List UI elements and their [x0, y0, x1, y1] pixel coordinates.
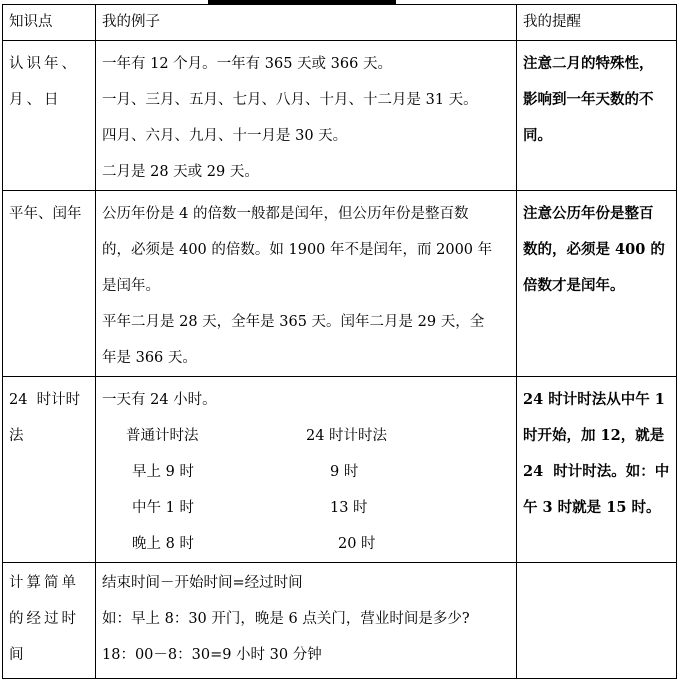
examples-cell [96, 563, 517, 679]
table-row-elapsed-time [3, 563, 677, 679]
reminder-line: 影响到一年天数的不 [523, 91, 654, 108]
reminder-line: 时开始，加 12，就是 [523, 427, 665, 444]
knowledge-point-line: 认识年、 [9, 56, 79, 72]
reminder-line: 数的，必须是 400 的 [523, 241, 665, 258]
example-line: 结束时间－开始时间=经过时间 [102, 575, 303, 591]
examples-cell [96, 191, 517, 377]
example-line: 四月、六月、九月、十一月是 30 天。 [102, 128, 348, 144]
example-line: 是闰年。 [102, 278, 160, 294]
example-line: 一年有 12 个月。一年有 365 天或 366 天。 [102, 56, 392, 72]
knowledge-point-cell [3, 41, 96, 191]
conversion-header [126, 418, 510, 454]
example-line: 年是 366 天。 [102, 350, 197, 366]
reminder-line: 同。 [523, 127, 552, 144]
header-my-examples: 我的例子 [96, 5, 517, 41]
reminder-line: 午 3 时就是 15 时。 [523, 499, 661, 516]
knowledge-point-line: 的经过时 [9, 611, 79, 627]
table-row-leap-year [3, 191, 677, 377]
time-conversion-table [102, 418, 510, 562]
examples-cell [96, 377, 517, 563]
knowledge-point-line: 法 [9, 428, 24, 444]
conversion-row [126, 526, 510, 562]
reminder-cell [517, 377, 677, 563]
conversion-24h-time: 20 时 [338, 536, 376, 552]
examples-cell [96, 41, 517, 191]
example-line: 18：00－8：30=9 小时 30 分钟 [102, 647, 322, 663]
conversion-row [126, 454, 510, 490]
example-line: 二月是 28 天或 29 天。 [102, 164, 259, 180]
conversion-normal-time: 中午 1 时 [132, 500, 194, 516]
knowledge-point-line: 24 时计时 [9, 392, 81, 408]
header-my-reminders: 我的提醒 [517, 5, 677, 41]
conversion-row [126, 490, 510, 526]
example-line: 平年二月是 28 天，全年是 365 天。闰年二月是 29 天，全 [102, 314, 485, 330]
knowledge-point-cell [3, 563, 96, 679]
header-knowledge-point: 知识点 [3, 5, 96, 41]
header-row [3, 5, 677, 41]
table-row-24-hour-clock [3, 377, 677, 563]
knowledge-point-cell [3, 191, 96, 377]
knowledge-point-line: 间 [9, 647, 27, 663]
table-row-year-month-day [3, 41, 677, 191]
conversion-24h-time: 9 时 [330, 464, 359, 480]
conversion-header-normal: 普通计时法 [126, 428, 199, 444]
knowledge-point-line: 计算简单 [9, 575, 79, 591]
knowledge-point-line: 月、日 [9, 92, 62, 108]
reminder-cell [517, 41, 677, 191]
conversion-header-24h: 24 时计时法 [306, 428, 388, 444]
knowledge-point-line: 平年、闰年 [9, 206, 82, 222]
reminder-cell [517, 563, 677, 679]
conversion-normal-time: 晚上 8 时 [132, 536, 194, 552]
example-line: 一月、三月、五月、七月、八月、十月、十二月是 31 天。 [102, 92, 478, 108]
knowledge-table [2, 4, 677, 679]
example-line: 如：早上 8：30 开门，晚是 6 点关门，营业时间是多少? [102, 611, 470, 627]
reminder-line: 倍数才是闰年。 [523, 277, 625, 294]
reminder-line: 注意二月的特殊性， [523, 55, 654, 72]
conversion-normal-time: 早上 9 时 [132, 464, 194, 480]
knowledge-point-cell [3, 377, 96, 563]
reminder-line: 注意公历年份是整百 [523, 205, 654, 222]
example-line: 公历年份是 4 的倍数一般都是闰年，但公历年份是整百数 [102, 206, 469, 222]
reminder-cell [517, 191, 677, 377]
reminder-line: 24 时计时法。如：中 [523, 463, 670, 480]
conversion-24h-time: 13 时 [330, 500, 368, 516]
reminder-line: 24 时计时法从中午 1 [523, 391, 665, 408]
example-line: 的，必须是 400 的倍数。如 1900 年不是闰年，而 2000 年 [102, 242, 493, 258]
example-line: 一天有 24 小时。 [102, 392, 217, 408]
